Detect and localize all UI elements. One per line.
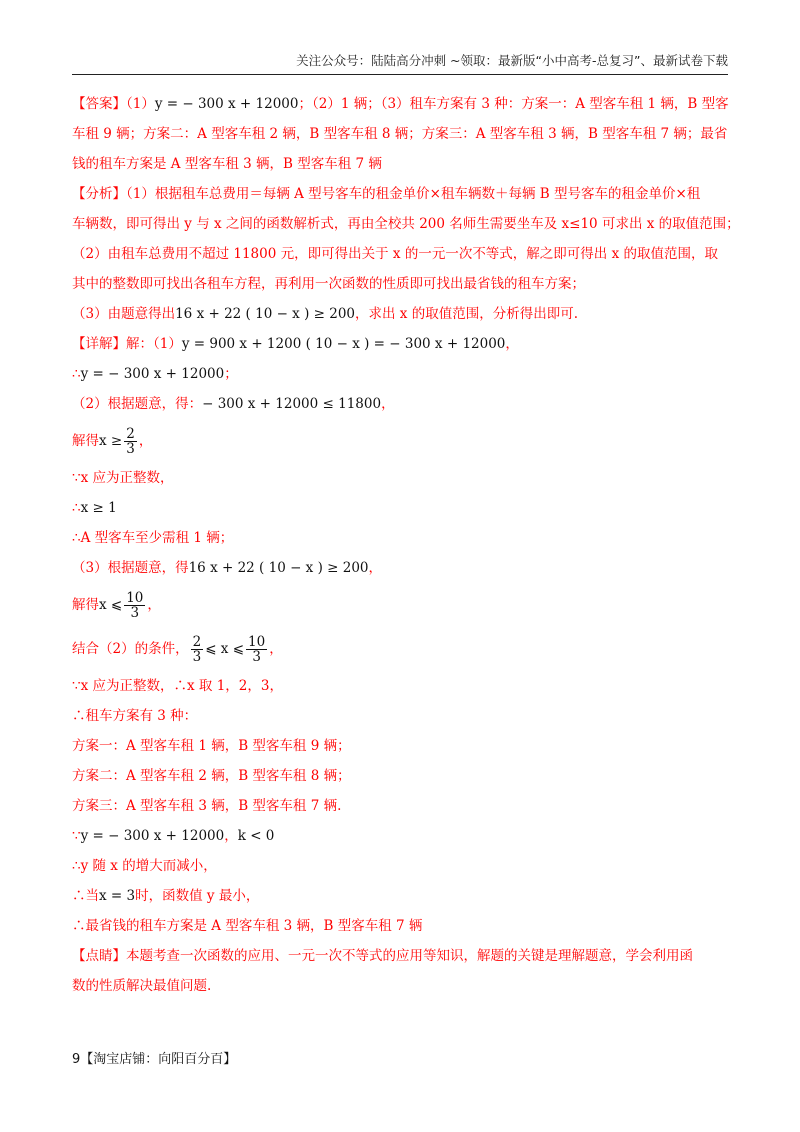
analysis-line-1 [72, 179, 728, 209]
fraction-numerator: 2 [192, 633, 202, 650]
detail-line-6 [72, 493, 728, 523]
detail-text: ∴ [72, 366, 81, 382]
detail-line-4 [72, 419, 728, 463]
detail-text: ， [138, 433, 153, 449]
comment-tag: 【点睛】 [72, 948, 126, 964]
page-footer [72, 1048, 236, 1067]
detail-text: ； [224, 366, 238, 382]
fraction-numerator: 2 [126, 425, 135, 442]
detail-line-16 [72, 821, 728, 851]
detail-text: ， [505, 336, 519, 352]
detail-text: ， [368, 560, 383, 576]
detail-text: ， [381, 396, 395, 412]
answer-text: ；（2）1 辆；（3）租车方案有 3 种：方案一：A 型客车租 1 辆，B 型客 [298, 96, 729, 112]
detail-tag: 【详解】 [72, 336, 126, 352]
detail-line-13: 方案一：A 型客车租 1 辆，B 型客车租 9 辆； [72, 738, 351, 754]
header-text: 关注公众号：陆陆高分冲刺 ~领取：最新版“小中高考-总复习”、最新试卷下载 [296, 53, 728, 68]
detail-line-15: 方案三：A 型客车租 3 辆，B 型客车租 7 辆. [72, 798, 342, 814]
detail-text: （3）根据题意，得 [72, 560, 189, 576]
math-expression: x ≥ 1 [80, 500, 117, 516]
detail-text: 时，函数值 y 最小， [135, 888, 260, 904]
analysis-line-2: 车辆数，即可得出 y 与 x 之间的函数解析式，再由全校共 200 名师生需要坐车及 x≤10 可求出 x 的取值范围； [72, 216, 740, 232]
analysis-tag: 【分析】 [72, 186, 126, 202]
math-expression: y = − 300 x + 12000 [80, 366, 225, 382]
detail-text: 解：（1） [126, 336, 182, 352]
fraction [124, 427, 137, 456]
fraction-denominator: 3 [192, 649, 202, 665]
math-expression: y = 900 x + 1200 ( 10 − x ) = − 300 x + 12000 [181, 336, 506, 352]
comment-text: 本题考查一次函数的应用、一元一次不等式的应用等知识，解题的关键是理解题意，学会利用函 [126, 948, 693, 964]
solution-body [72, 89, 740, 1001]
fraction-denominator: 3 [252, 649, 261, 665]
math-expression: 16 x + 22 ( 10 − x ) ≥ 200 [175, 306, 356, 322]
detail-text: ， [269, 641, 283, 657]
fraction-denominator: 3 [126, 441, 135, 457]
detail-line-8 [72, 553, 728, 583]
analysis-line-4: 其中的整数即可找出各租车方程，再利用一次函数的性质即可找出最省钱的租车方案； [72, 276, 585, 292]
math-expression: y = − 300 x + 12000 [154, 96, 299, 112]
detail-text: 解得 [72, 597, 99, 613]
analysis-text: （1）根据租车总费用＝每辆 A 型号客车的租金单价×租车辆数＋每辆 B 型号客车的租金单价×租 [126, 186, 701, 202]
answer-text: （1） [126, 96, 155, 112]
detail-line-17: ∴y 随 x 的增大而减小， [72, 858, 217, 874]
detail-text: ∴当 [72, 888, 99, 904]
answer-line-3: 钱的租车方案是 A 型客车租 3 辆，B 型客车租 7 辆 [72, 156, 382, 172]
detail-line-9 [72, 583, 728, 627]
analysis-text: （3）由题意得出 [72, 306, 176, 322]
math-expression: k < 0 [237, 828, 275, 844]
math-expression: x ≥ [99, 433, 123, 449]
fraction [191, 635, 204, 664]
detail-line-14: 方案二：A 型客车租 2 辆，B 型客车租 8 辆； [72, 768, 351, 784]
detail-line-1 [72, 329, 728, 359]
analysis-line-5 [72, 299, 728, 329]
detail-line-2 [72, 359, 728, 389]
math-expression: ⩽ x ⩽ [205, 641, 245, 657]
detail-text: 解得 [72, 433, 99, 449]
math-expression: − 300 x + 12000 ≤ 11800 [202, 396, 382, 412]
math-expression: x = 3 [99, 888, 136, 904]
analysis-text: ，求出 x 的取值范围，分析得出即可. [355, 306, 579, 322]
detail-text: ∴ [72, 500, 81, 516]
detail-text: ∵ [72, 828, 81, 844]
detail-text: 结合（2）的条件， [72, 641, 189, 657]
answer-line-2: 车租 9 辆；方案二：A 型客车租 2 辆，B 型客车租 8 辆；方案三：A 型客车租 3 辆，B 型客车租 7 辆；最省 [72, 126, 728, 142]
detail-line-18 [72, 881, 728, 911]
detail-line-11: ∵x 应为正整数，∴x 取 1，2，3， [72, 678, 283, 694]
detail-line-12: ∴租车方案有 3 种： [72, 708, 198, 724]
fraction-denominator: 3 [130, 605, 140, 621]
fraction-numerator: 10 [248, 633, 266, 650]
math-expression: y = − 300 x + 12000 [80, 828, 225, 844]
math-expression: 16 x + 22 ( 10 − x ) ≥ 200 [188, 560, 369, 576]
comment-line-2: 数的性质解决最值问题. [72, 978, 212, 994]
answer-tag: 【答案】 [72, 96, 126, 112]
detail-line-5: ∵x 应为正整数， [72, 470, 174, 486]
page-header [72, 52, 728, 75]
fraction-numerator: 10 [126, 589, 144, 606]
footer-text: 9【淘宝店铺：向阳百分百】 [72, 1052, 237, 1067]
detail-text: ， [147, 597, 161, 613]
answer-line-1 [72, 89, 728, 119]
analysis-line-3: （2）由租车总费用不超过 11800 元，即可得出关于 x 的一元一次不等式，解之即可得出 x 的取值范围，取 [72, 246, 719, 262]
detail-text: （2）根据题意，得： [72, 396, 203, 412]
detail-line-7: ∴A 型客车至少需租 1 辆； [72, 530, 234, 546]
detail-line-19: ∴最省钱的租车方案是 A 型客车租 3 辆，B 型客车租 7 辆 [72, 918, 423, 934]
fraction [124, 591, 145, 620]
fraction [246, 635, 267, 664]
math-expression: x ⩽ [99, 597, 123, 613]
detail-text: ， [224, 828, 238, 844]
detail-line-3 [72, 389, 728, 419]
detail-line-10 [72, 627, 728, 671]
comment-line-1 [72, 941, 728, 971]
